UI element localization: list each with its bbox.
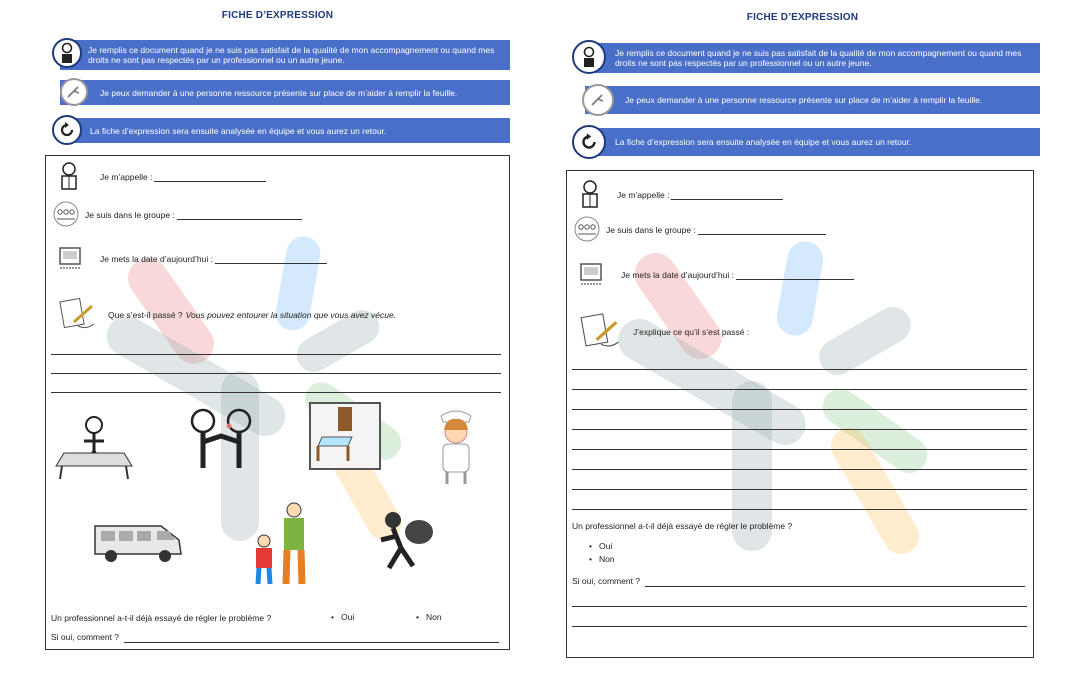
situation-room-picture[interactable] [308, 401, 383, 476]
date-label: Je mets la date d’aujourd’hui : [100, 254, 213, 264]
group-input[interactable] [177, 211, 302, 220]
banner-text: La fiche d’expression sera ensuite analysée en équipe et vous aurez un retour. [90, 125, 387, 136]
how-input[interactable] [645, 586, 1025, 587]
situation-office-picture[interactable] [54, 411, 134, 486]
hand-help-icon [582, 84, 614, 116]
writing-line[interactable] [572, 626, 1027, 627]
name-label: Je m’appelle : [617, 190, 670, 200]
explain-label: J’explique ce qu’il s’est passé : [633, 327, 750, 337]
question-label: Que s’est-il passé ? [108, 310, 183, 320]
situation-thief-picture[interactable] [371, 506, 441, 581]
option-no[interactable] [416, 612, 442, 622]
situation-van-picture[interactable] [91, 516, 186, 571]
date-label: Je mets la date d’aujourd’hui : [621, 270, 734, 280]
name-label: Je m’appelle : [100, 172, 153, 182]
banner-text: Je peux demander à une personne ressource présente sur place de m’aider à remplir la feuille. [625, 95, 983, 105]
banner-text: Je peux demander à une personne ressource présente sur place de m’aider à remplir la feuille. [100, 87, 458, 98]
group-icon [51, 201, 81, 229]
writing-line[interactable] [572, 429, 1027, 430]
writing-line[interactable] [572, 449, 1027, 450]
how-label: Si oui, comment ? [572, 576, 641, 586]
banner-complaint-purpose [60, 40, 510, 70]
option-yes-label: Oui [598, 541, 613, 551]
group-icon [572, 216, 602, 244]
writing-line[interactable] [572, 469, 1027, 470]
person-icon [52, 38, 82, 68]
banner-text: Je remplis ce document quand je ne suis pas satisfait de la qualité de mon accompagnement ou quand mes droits ne sont pas respectés par un professionnel ou un autre jeune. [88, 45, 495, 65]
writing-line[interactable] [51, 373, 501, 374]
name-field-row [579, 179, 783, 211]
how-input[interactable] [124, 642, 499, 643]
calendar-icon [58, 244, 82, 274]
writing-hand-icon [58, 296, 98, 334]
tried-question: Un professionnel a-t-il déjà essayé de régler le problème ? [51, 613, 272, 623]
situation-adult-child-picture[interactable] [246, 496, 316, 591]
writing-line[interactable] [572, 369, 1027, 370]
option-yes[interactable] [331, 612, 354, 622]
option-yes-label: Oui [340, 612, 355, 622]
banner-text: La fiche d’expression sera ensuite analysée en équipe et vous aurez un retour. [615, 137, 912, 147]
banner-analysis-feedback [585, 128, 1040, 156]
option-yes[interactable] [589, 541, 612, 551]
situation-nurse-picture[interactable] [431, 406, 481, 491]
calendar-icon [579, 259, 603, 291]
banner-complaint-purpose [585, 43, 1040, 73]
date-field-row [579, 259, 854, 291]
sheet-written-version [560, 0, 1045, 670]
name-input[interactable] [154, 173, 266, 182]
banner-help-available [60, 80, 510, 105]
name-input[interactable] [671, 191, 783, 200]
person-icon [572, 40, 606, 74]
situation-argument-picture[interactable] [181, 406, 261, 481]
group-input[interactable] [698, 226, 826, 235]
group-field-row [51, 201, 302, 229]
what-happened-row [58, 296, 396, 334]
how-label: Si oui, comment ? [51, 632, 120, 642]
writing-hand-icon [579, 311, 623, 353]
instruction-text: Vous pouvez entourer la situation que vous avez vécue. [185, 310, 397, 320]
banner-help-available [585, 86, 1040, 114]
writing-line[interactable] [51, 354, 501, 355]
option-no[interactable] [589, 554, 615, 564]
form-box [45, 155, 510, 650]
form-box [566, 170, 1034, 658]
refresh-arrow-icon [572, 125, 606, 159]
date-field-row [58, 244, 327, 274]
explain-row [579, 311, 749, 353]
person-icon [579, 179, 601, 211]
banner-text: Je remplis ce document quand je ne suis pas satisfait de la qualité de mon accompagnement ou quand mes droits ne sont pas respectés par un professionnel ou un autre jeune. [615, 48, 1022, 68]
name-field-row [58, 161, 266, 193]
sheet-short-version [40, 0, 515, 660]
option-no-label: Non [425, 612, 442, 622]
refresh-arrow-icon [52, 115, 82, 145]
writing-line[interactable] [572, 509, 1027, 510]
writing-line[interactable] [572, 489, 1027, 490]
writing-line[interactable] [572, 389, 1027, 390]
banner-analysis-feedback [60, 118, 510, 143]
date-input[interactable] [215, 255, 327, 264]
sheet-title: FICHE D’EXPRESSION [746, 12, 859, 23]
writing-line[interactable] [572, 409, 1027, 410]
hand-help-icon [60, 78, 88, 106]
tried-question: Un professionnel a-t-il déjà essayé de régler le problème ? [572, 521, 793, 531]
group-label: Je suis dans le groupe : [606, 225, 696, 235]
option-no-label: Non [598, 554, 615, 564]
group-field-row [572, 216, 826, 244]
writing-line[interactable] [572, 606, 1027, 607]
group-label: Je suis dans le groupe : [85, 210, 175, 220]
writing-line[interactable] [51, 392, 501, 393]
date-input[interactable] [736, 271, 854, 280]
sheet-title: FICHE D’EXPRESSION [221, 10, 334, 21]
person-icon [58, 161, 80, 193]
